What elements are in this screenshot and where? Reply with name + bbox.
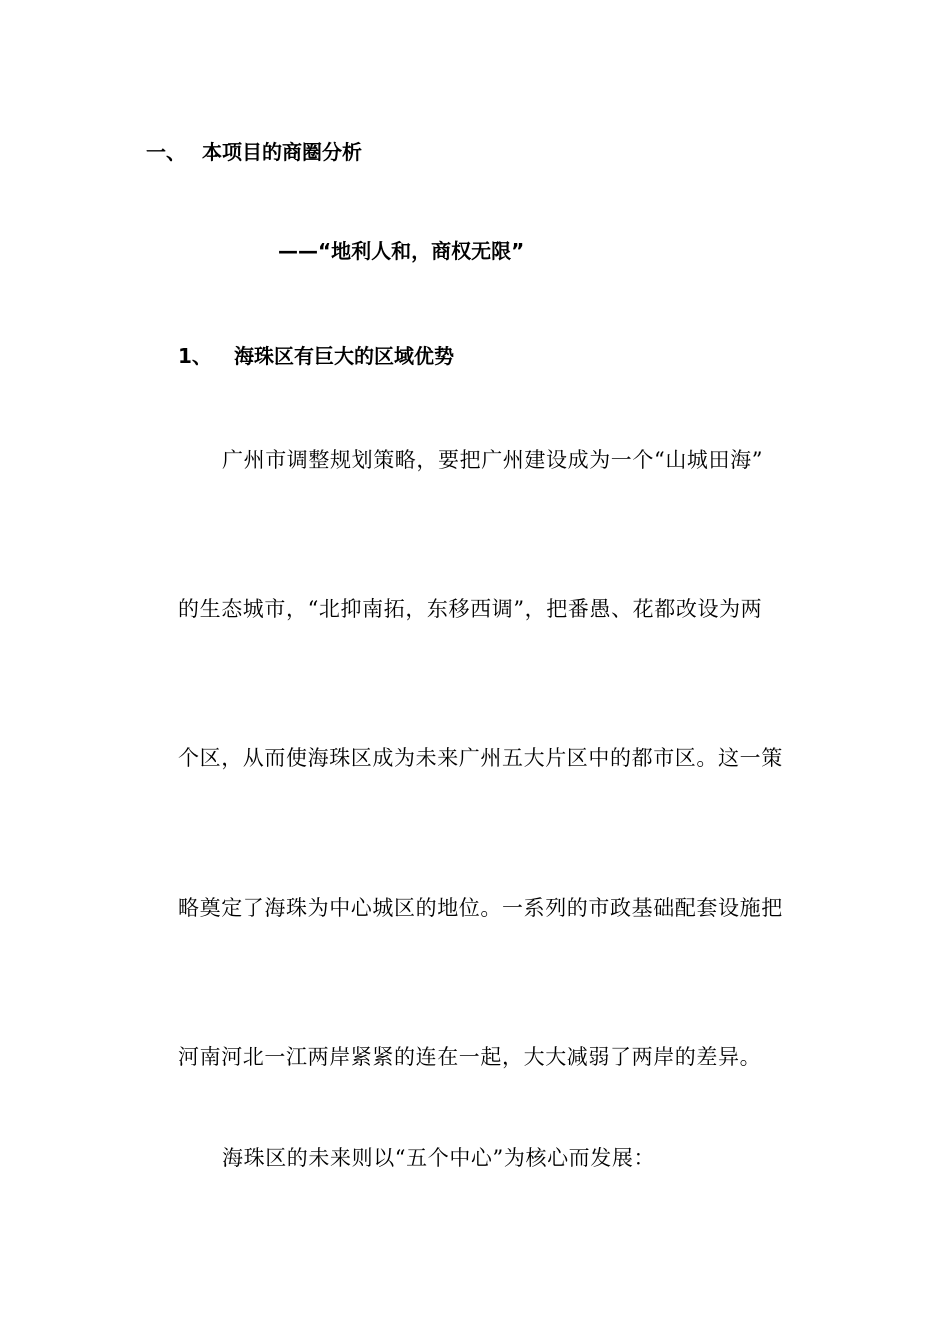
section-title: 本项目的商圈分析 [202,140,362,164]
body-line: 海珠区的未来则以“五个中心”为核心而发展： [222,1146,656,1170]
body-line: 个区，从而使海珠区成为未来广州五大片区中的都市区。这一策 [178,746,783,770]
subsection-title: 海珠区有巨大的区域优势 [234,344,454,368]
body-line: 的生态城市，“北抑南拓，东移西调”，把番愚、花都改设为两 [178,597,763,621]
body-line: 河南河北一江两岸紧紧的连在一起，大大减弱了两岸的差异。 [178,1045,762,1069]
section-heading [146,137,362,167]
body-line: 略奠定了海珠为中心城区的地位。一系列的市政基础配套设施把 [178,896,783,920]
section-subtitle: ——“地利人和，商权无限” [278,239,525,263]
subsection-number: 1、 [178,344,212,368]
section-number: 一、 [146,140,186,164]
body-line: 广州市调整规划策略，要把广州建设成为一个“山城田海” [222,448,764,472]
subsection-heading [178,341,454,371]
